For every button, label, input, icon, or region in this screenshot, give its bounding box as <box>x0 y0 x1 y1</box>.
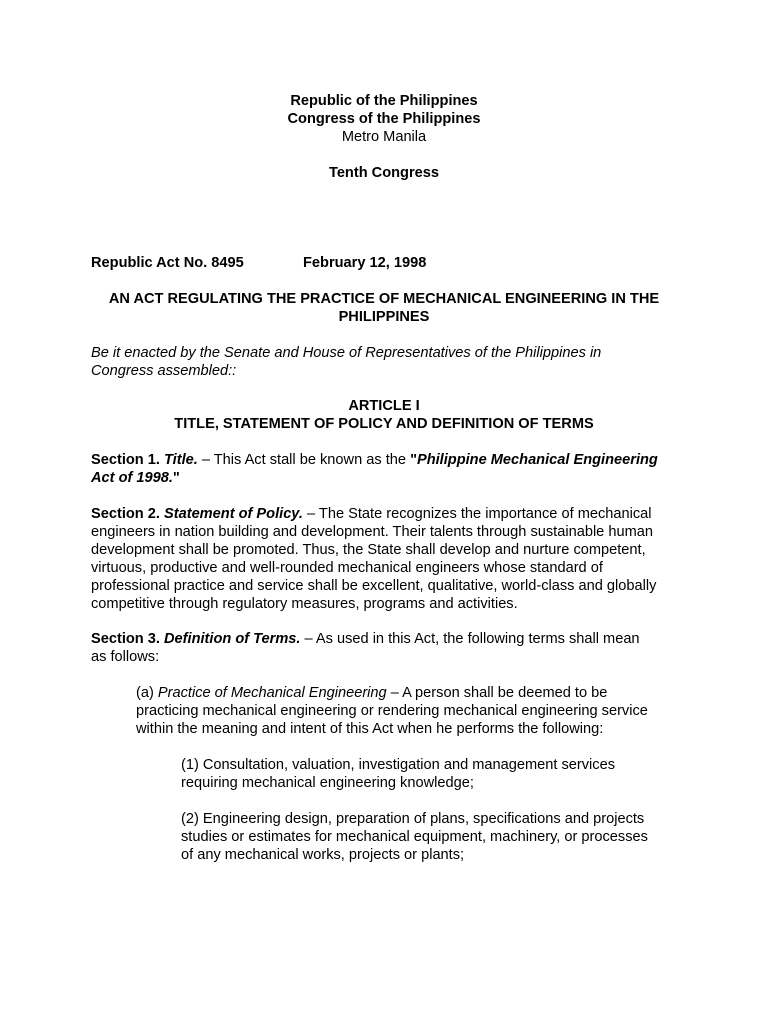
section-3-label: Section 3. <box>91 631 160 647</box>
header-session: Tenth Congress <box>328 165 439 181</box>
section-2-line-4: virtuous, productive and well-rounded mechanical engineers whose standard of <box>91 560 603 576</box>
section-3-line-2: as follows: <box>91 649 160 665</box>
header-republic: Republic of the Philippines <box>290 93 478 109</box>
subitem-1-line-1: (1) Consultation, valuation, investigation and management services <box>181 757 616 773</box>
act-number-line <box>91 254 427 272</box>
section-1-label: Section 1. <box>91 452 160 468</box>
item-a-marker: (a) <box>136 685 158 701</box>
act-title-line-2: PHILIPPINES <box>338 309 430 325</box>
item-a-text: – A person shall be deemed to be <box>386 685 608 701</box>
section-2-label: Section 2. <box>91 506 160 522</box>
section-2 <box>91 505 691 613</box>
section-2-line-1 <box>91 505 691 523</box>
section-1-act-name-line-2: Act of 1998. <box>91 470 173 486</box>
section-2-line-6: competitive through regulatory measures, programs and activities. <box>91 596 518 612</box>
header-location: Metro Manila <box>341 129 427 145</box>
section-2-line-3: development shall be promoted. Thus, the State shall develop and nurture competent, <box>91 542 646 558</box>
section-3-item-a <box>136 684 696 738</box>
article-number: ARTICLE I <box>348 398 420 414</box>
item-a-term: Practice of Mechanical Engineering <box>157 685 387 701</box>
act-number: Republic Act No. 8495 <box>91 255 244 271</box>
section-1 <box>91 451 691 487</box>
section-2-line-5: professional practice and service shall be excellent, qualitative, world-class and globally <box>91 578 657 594</box>
subitem-2-line-3: of any mechanical works, projects or plants; <box>181 847 465 863</box>
act-date: February 12, 1998 <box>303 255 427 271</box>
subitem-1-line-2: requiring mechanical engineering knowledge; <box>181 775 474 791</box>
section-1-quote-close: " <box>172 470 180 486</box>
act-title-line-1: AN ACT REGULATING THE PRACTICE OF MECHANICAL ENGINEERING IN THE <box>108 291 660 307</box>
section-1-line-2 <box>91 469 691 487</box>
header-congress: Congress of the Philippines <box>287 111 481 127</box>
article-title: TITLE, STATEMENT OF POLICY AND DEFINITION OF TERMS <box>174 416 594 432</box>
section-3-line-1 <box>91 630 691 648</box>
item-a-line-2: practicing mechanical engineering or rendering mechanical engineering service <box>136 703 648 719</box>
section-1-line-1 <box>91 451 691 469</box>
section-3 <box>91 630 691 666</box>
enacting-clause <box>91 344 691 380</box>
section-1-text: – This Act stall be known as the <box>197 452 411 468</box>
section-3-subitem-2 <box>181 810 701 864</box>
enacting-clause-line-1: Be it enacted by the Senate and House of Representatives of the Philippines in <box>91 345 602 361</box>
subitem-2-line-1: (2) Engineering design, preparation of plans, specifications and projects <box>181 811 645 827</box>
section-1-act-name-line-1: Philippine Mechanical Engineering <box>416 452 658 468</box>
subitem-2-line-2: studies or estimates for mechanical equipment, machinery, or processes <box>181 829 648 845</box>
section-3-text: – As used in this Act, the following terms shall mean <box>300 631 640 647</box>
section-3-heading: Definition of Terms. <box>164 631 301 647</box>
section-1-quote-open: " <box>410 452 417 468</box>
section-2-line-2: engineers in nation building and development. Their talents through sustainable human <box>91 524 653 540</box>
enacting-clause-line-2: Congress assembled:: <box>91 363 237 379</box>
section-2-text: – The State recognizes the importance of mechanical <box>302 506 652 522</box>
section-2-heading: Statement of Policy. <box>164 506 303 522</box>
item-a-line-1 <box>136 684 696 702</box>
item-a-line-3: within the meaning and intent of this Act when he performs the following: <box>136 721 604 737</box>
section-1-heading: Title. <box>164 452 198 468</box>
section-3-subitem-1 <box>181 756 701 792</box>
